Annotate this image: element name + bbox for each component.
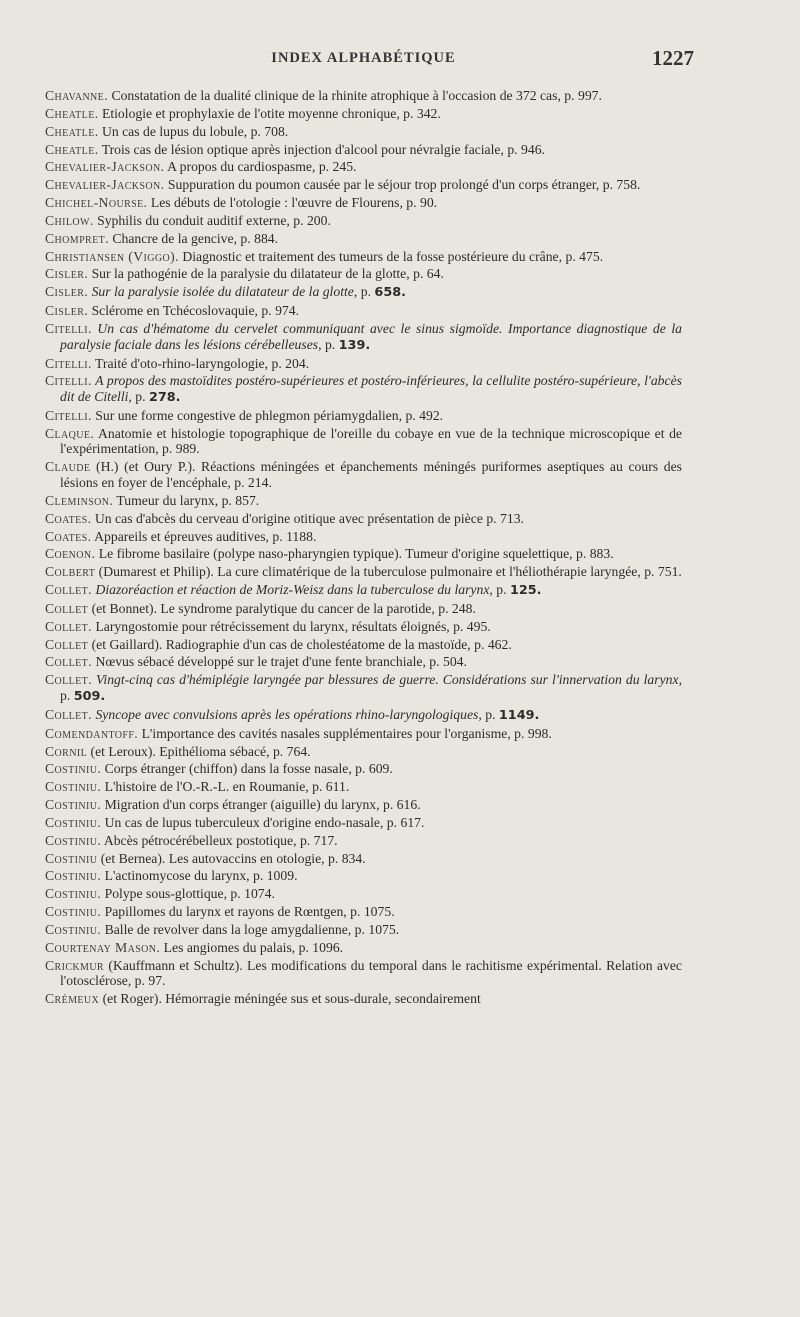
entry-text: Un cas de lupus tuberculeux d'origine endo-nasale, p. 617. bbox=[101, 814, 425, 830]
index-entry bbox=[45, 493, 682, 509]
entry-text: Polype sous-glottique, p. 1074. bbox=[101, 886, 275, 902]
index-entry bbox=[45, 459, 682, 490]
entry-title: Diazoréaction et réaction de Moriz-Weisz dans la tuberculose du larynx, bbox=[92, 582, 493, 598]
index-entry bbox=[45, 529, 682, 545]
index-entry bbox=[45, 619, 682, 635]
entry-author: Citelli. bbox=[45, 407, 92, 423]
entry-author: Cheatle. bbox=[45, 105, 99, 121]
index-entry bbox=[45, 726, 682, 742]
entry-author: Costiniu. bbox=[45, 868, 102, 884]
entry-author: Claude bbox=[45, 459, 91, 475]
index-entry bbox=[45, 303, 682, 319]
entry-author: Chichel-Nourse. bbox=[45, 195, 148, 211]
entry-text: Papillomes du larynx et rayons de Rœntgen, p. 1075. bbox=[101, 904, 395, 920]
index-entry bbox=[45, 564, 682, 580]
index-entry bbox=[45, 321, 682, 353]
running-title: INDEX ALPHABÉTIQUE bbox=[271, 50, 456, 66]
page-header bbox=[45, 46, 694, 88]
entry-text: Chancre de la gencive, p. 884. bbox=[108, 230, 279, 246]
index-entry bbox=[45, 426, 682, 457]
entry-author: Cheatle. bbox=[45, 123, 99, 139]
entry-text: L'actinomycose du larynx, p. 1009. bbox=[101, 868, 298, 884]
entry-author: Costiniu. bbox=[45, 921, 102, 937]
entry-author: Citelli. bbox=[45, 373, 92, 389]
entry-author: Costiniu. bbox=[45, 761, 102, 777]
entry-text: Trois cas de lésion optique après injection d'alcool pour névralgie faciale, p. 946. bbox=[98, 141, 545, 157]
entry-author: Collet. bbox=[45, 672, 93, 688]
index-entry bbox=[45, 601, 682, 617]
entry-title: Un cas d'hématome du cervelet communiquant avec le sinus sigmoïde. Importance diagnostique de la paralysie faciale dans les lésions cérébelleuses, bbox=[60, 320, 682, 352]
entry-author: Costiniu bbox=[45, 850, 98, 866]
index-entry bbox=[45, 922, 682, 938]
entry-text: (et Bonnet). Le syndrome paralytique du cancer de la parotide, p. 248. bbox=[88, 600, 476, 616]
entry-author: Collet. bbox=[45, 582, 93, 598]
index-entry bbox=[45, 106, 682, 122]
entry-text: Le fibrome basilaire (polype naso-pharyngien typique). Tumeur d'origine squelettique, p. 883. bbox=[95, 546, 614, 562]
entry-text: (Dumarest et Philip). La cure climatérique de la tuberculose pulmonaire et l'héliothérapie laryngée, p. 751. bbox=[95, 564, 682, 580]
index-entry bbox=[45, 582, 682, 599]
index-entry bbox=[45, 408, 682, 424]
entry-author: Costiniu. bbox=[45, 904, 102, 920]
index-entry bbox=[45, 356, 682, 372]
entry-text: p. bbox=[321, 336, 339, 352]
entry-title: Vingt-cinq cas d'hémiplégie laryngée par blessures de guerre. Considérations sur l'innervation du larynx, bbox=[92, 672, 682, 688]
entry-author: Costiniu. bbox=[45, 797, 102, 813]
entry-author: Citelli. bbox=[45, 320, 92, 336]
entry-title: A propos des mastoïdites postéro-supérieures et postéro-inférieures, la cellulite postéro-supérieure, l'abcès dit de Citelli, bbox=[60, 373, 682, 405]
entry-text: Appareils et épreuves auditives, p. 1188. bbox=[91, 528, 317, 544]
entry-author: Costiniu. bbox=[45, 832, 102, 848]
entry-text: (et Bernea). Les autovaccins en otologie, p. 834. bbox=[97, 850, 366, 866]
index-entry bbox=[45, 124, 682, 140]
index-entry bbox=[45, 940, 682, 956]
entry-text: Tumeur du larynx, p. 857. bbox=[113, 492, 260, 508]
entry-author: Cheatle. bbox=[45, 141, 99, 157]
entry-text: (et Roger). Hémorragie méningée sus et sous-durale, secondairement bbox=[99, 991, 481, 1007]
entry-author: Coates. bbox=[45, 528, 92, 544]
entry-author: Collet bbox=[45, 636, 89, 652]
entry-text: L'histoire de l'O.-R.-L. en Roumanie, p. 611. bbox=[101, 779, 350, 795]
entry-text: Diagnostic et traitement des tumeurs de la fosse postérieure du crâne, p. 475. bbox=[178, 248, 604, 264]
entry-author: Courtenay Mason. bbox=[45, 939, 161, 955]
index-entry bbox=[45, 511, 682, 527]
entry-author: Colbert bbox=[45, 564, 96, 580]
entry-text: p. bbox=[492, 582, 510, 598]
entry-author: Cisler. bbox=[45, 284, 89, 300]
entry-text: Les débuts de l'otologie : l'œuvre de Flourens, p. 90. bbox=[147, 195, 438, 211]
entry-author: Chevalier-Jackson. bbox=[45, 159, 165, 175]
index-entry bbox=[45, 213, 682, 229]
index-entry bbox=[45, 815, 682, 831]
entry-author: Collet. bbox=[45, 706, 93, 722]
entry-page-reference: 139. bbox=[338, 337, 371, 353]
index-entry bbox=[45, 373, 682, 405]
index-entry bbox=[45, 284, 682, 301]
entry-author: Citelli. bbox=[45, 355, 92, 371]
entry-author: Cisler. bbox=[45, 303, 89, 319]
entry-text: Laryngostomie pour rétrécissement du larynx, résultats éloignés, p. 495. bbox=[92, 618, 491, 634]
entry-text: Constatation de la dualité clinique de la rhinite atrophique à l'occasion de 372 cas, p. 997. bbox=[108, 88, 602, 103]
entry-text: Corps étranger (chiffon) dans la fosse nasale, p. 609. bbox=[101, 761, 393, 777]
entry-text: Suppuration du poumon causée par le séjour trop prolongé d'un corps étranger, p. 758. bbox=[164, 177, 641, 193]
entry-text: Migration d'un corps étranger (aiguille) du larynx, p. 616. bbox=[101, 797, 421, 813]
entry-author: Collet. bbox=[45, 654, 93, 670]
entry-text: (H.) (et Oury P.). Réactions méningées et épanchements méningés puriformes aseptiques au cours des lésions en foyer de l'encéphale, p. 214. bbox=[60, 459, 682, 490]
index-entry bbox=[45, 546, 682, 562]
index-entry bbox=[45, 159, 682, 175]
entry-text: Un cas de lupus du lobule, p. 708. bbox=[98, 123, 289, 139]
entry-text: L'importance des cavités nasales supplémentaires pour l'organisme, p. 998. bbox=[138, 725, 552, 741]
entry-author: Crémeux bbox=[45, 991, 100, 1007]
index-entry bbox=[45, 833, 682, 849]
entry-author: Cisler. bbox=[45, 266, 89, 282]
index-entry bbox=[45, 958, 682, 989]
entry-author: Crickmur bbox=[45, 957, 105, 973]
index-entry bbox=[45, 231, 682, 247]
entry-author: Collet bbox=[45, 600, 89, 616]
entry-author: Costiniu. bbox=[45, 779, 102, 795]
index-entry bbox=[45, 88, 682, 104]
entry-text: (et Leroux). Epithélioma sébacé, p. 764. bbox=[87, 743, 311, 759]
entry-text: Sclérome en Tchécoslovaquie, p. 974. bbox=[88, 303, 300, 319]
entry-text: Sur la pathogénie de la paralysie du dilatateur de la glotte, p. 64. bbox=[88, 266, 444, 282]
entry-page-reference: 125. bbox=[509, 583, 542, 599]
entry-author: Christiansen (Viggo). bbox=[45, 248, 179, 264]
entry-page-reference: 658. bbox=[374, 285, 406, 301]
entry-author: Coates. bbox=[45, 510, 92, 526]
entry-author: Chevalier-Jackson. bbox=[45, 177, 165, 193]
index-entry bbox=[45, 142, 682, 158]
entry-page-reference: 1149. bbox=[498, 707, 540, 723]
entry-text: p. bbox=[131, 389, 149, 405]
index-entry bbox=[45, 797, 682, 813]
index-entry bbox=[45, 851, 682, 867]
index-entry bbox=[45, 779, 682, 795]
index-entry bbox=[45, 761, 682, 777]
index-entry bbox=[45, 195, 682, 211]
index-entry bbox=[45, 991, 682, 1007]
entry-text: (Kauffmann et Schultz). Les modifications du temporal dans le rachitisme expérimental. Relation avec l'otosclérose, p. 97. bbox=[60, 957, 682, 989]
entry-text: Nœvus sébacé développé sur le trajet d'une fente branchiale, p. 504. bbox=[92, 654, 467, 670]
index-entry bbox=[45, 177, 682, 193]
entry-text: Un cas d'abcès du cerveau d'origine otitique avec présentation de pièce p. 713. bbox=[91, 510, 524, 526]
page-number: 1227 bbox=[652, 46, 694, 70]
entry-page-reference: 509. bbox=[73, 688, 106, 704]
index-entries bbox=[45, 88, 682, 1007]
entry-author: Chavanne. bbox=[45, 88, 109, 103]
index-entry bbox=[45, 637, 682, 653]
entry-author: Cleminson. bbox=[45, 492, 114, 508]
entry-author: Collet. bbox=[45, 618, 93, 634]
entry-author: Chilow. bbox=[45, 212, 94, 228]
entry-text: Traité d'oto-rhino-laryngologie, p. 204. bbox=[91, 355, 310, 371]
entry-text: Les angiomes du palais, p. 1096. bbox=[160, 939, 344, 955]
index-entry bbox=[45, 868, 682, 884]
entry-author: Costiniu. bbox=[45, 886, 102, 902]
entry-author: Cornil bbox=[45, 743, 88, 759]
entry-title: Sur la paralysie isolée du dilatateur de la glotte, bbox=[88, 284, 358, 300]
entry-text: Sur une forme congestive de phlegmon périamygdalien, p. 492. bbox=[91, 407, 444, 423]
entry-text: A propos du cardiospasme, p. 245. bbox=[164, 159, 357, 175]
index-entry bbox=[45, 672, 682, 704]
entry-page-reference: 278. bbox=[148, 390, 181, 406]
entry-text: Balle de revolver dans la loge amygdalienne, p. 1075. bbox=[101, 921, 400, 937]
index-entry bbox=[45, 707, 682, 724]
entry-text: p. bbox=[60, 687, 74, 703]
entry-author: Coenon. bbox=[45, 546, 96, 562]
index-entry bbox=[45, 654, 682, 670]
entry-author: Costiniu. bbox=[45, 814, 102, 830]
entry-text: Etiologie et prophylaxie de l'otite moyenne chronique, p. 342. bbox=[98, 105, 441, 121]
index-entry bbox=[45, 249, 682, 265]
index-entry bbox=[45, 266, 682, 282]
index-entry bbox=[45, 744, 682, 760]
index-entry bbox=[45, 886, 682, 902]
entry-title: Syncope avec convulsions après les opérations rhino-laryngologiques, bbox=[92, 706, 482, 722]
entry-text: p. bbox=[481, 706, 499, 722]
entry-text: Abcès pétrocérébelleux postotique, p. 717. bbox=[101, 832, 338, 848]
entry-text: (et Gaillard). Radiographie d'un cas de cholestéatome de la mastoïde, p. 462. bbox=[88, 636, 512, 652]
entry-author: Claque. bbox=[45, 425, 95, 441]
entry-text: Syphilis du conduit auditif externe, p. 200. bbox=[93, 212, 331, 228]
entry-text: Anatomie et histologie topographique de l'oreille du cobaye en vue de la technique microscopique et de l'expérimentation, p. 989. bbox=[60, 425, 682, 457]
entry-text: p. bbox=[357, 284, 375, 300]
entry-author: Comendantoff. bbox=[45, 725, 139, 741]
index-entry bbox=[45, 904, 682, 920]
entry-author: Chompret. bbox=[45, 230, 109, 246]
